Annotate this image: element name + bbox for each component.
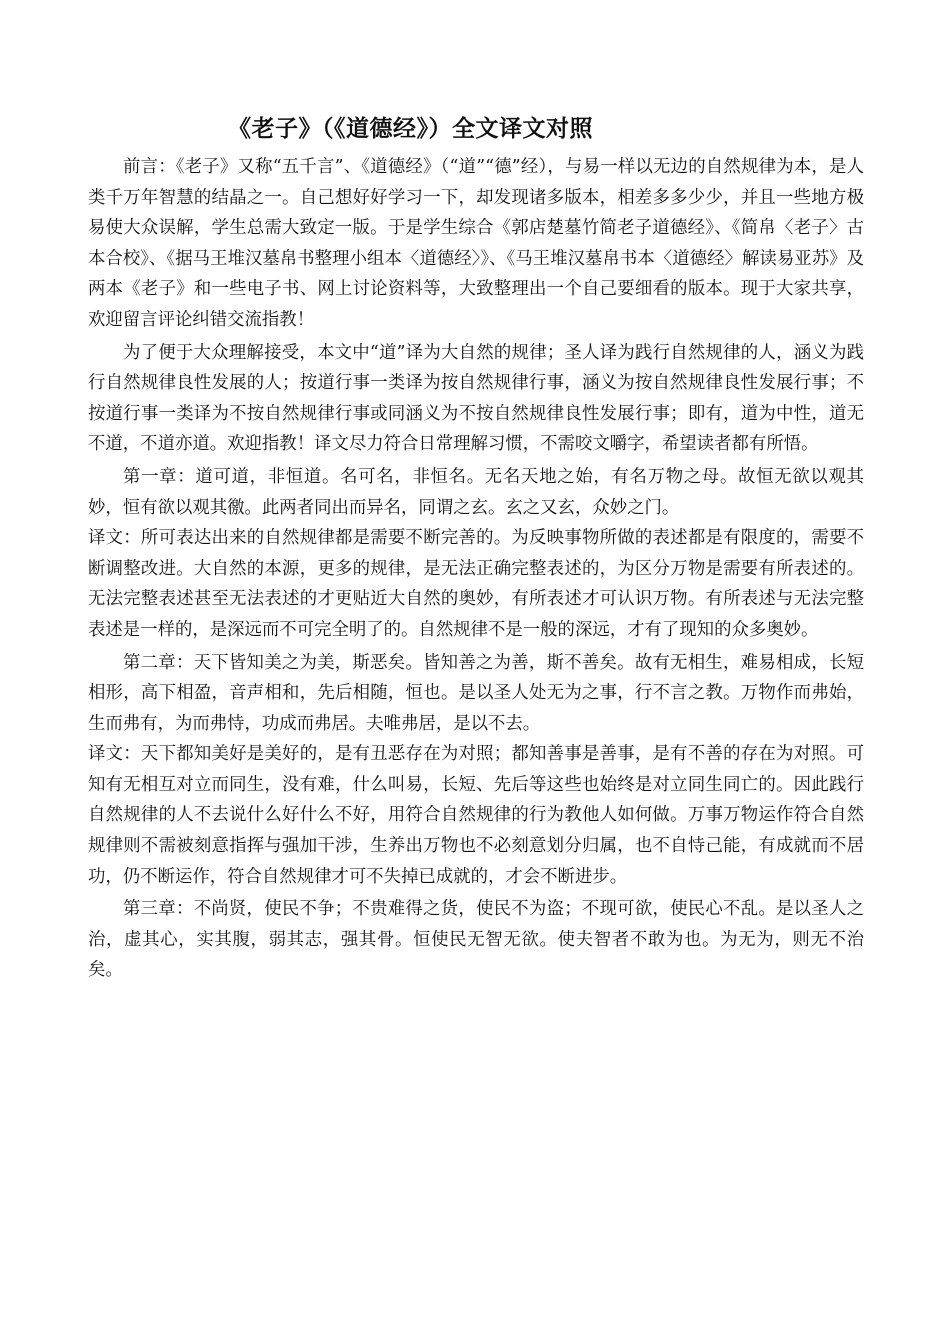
chapter-2-original: 第二章：天下皆知美之为美，斯恶矣。皆知善之为善，斯不善矣。故有无相生，难易相成，长短相形，高下相盈，音声相和，先后相随，恒也。是以圣人处无为之事，行不言之教。万物作而弗始，生而弗有，为而弗恃，功成而弗居。夫唯弗居，是以不去。 xyxy=(88,652,864,734)
translation-note-paragraph: 为了便于大众理解接受，本文中“道”译为大自然的规律；圣人译为践行自然规律的人，涵义为践行自然规律良性发展的人；按道行事一类译为按自然规律行事，涵义为按自然规律良性发展行事；不按道行事一类译为不按自然规律行事或同涵义为不按自然规律良性发展行事；即有，道为中性，道无不道，不道亦道。欢迎指教！译文尽力符合日常理解习惯，不需咬文嚼字，希望读者都有所悟。 xyxy=(88,342,864,455)
document-title: 《老子》（《道德经》）全文译文对照 xyxy=(228,115,593,142)
chapter-3-original: 第三章：不尚贤，使民不争；不贵难得之货，使民不为盗；不现可欲，使民心不乱。是以圣人之治，虚其心，实其腹，弱其志，强其骨。恒使民无智无欲。使夫智者不敢为也。为无为，则无不治矣。 xyxy=(88,899,864,981)
preface-paragraph: 前言：《老子》又称“五千言”、《道德经》（“道”“德”经），与易一样以无边的自然规律为本，是人类千万年智慧的结晶之一。自己想好好学习一下，却发现诸多版本，相差多多少少，并且一些地方极易使大众误解，学生总需大致定一版。于是学生综合《郭店楚墓竹简老子道德经》、《简帛〈老子〉古本合校》、《据马王堆汉墓帛书整理小组本〈道德经〉》、《马王堆汉墓帛书本〈道德经〉解读易亚苏》及两本《老子》和一些电子书、网上讨论资料等，大致整理出一个自己要细看的版本。现于大家共享，欢迎留言评论纠错交流指教！ xyxy=(88,157,864,330)
chapter-1-original: 第一章：道可道，非恒道。名可名，非恒名。无名天地之始，有名万物之母。故恒无欲以观其妙，恒有欲以观其徼。此两者同出而异名，同谓之玄。玄之又玄，众妙之门。 xyxy=(88,466,864,518)
chapter-1-translation: 译文：所可表达出来的自然规律都是需要不断完善的。为反映事物所做的表述都是有限度的，需要不断调整改进。大自然的本源，更多的规律，是无法正确完整表述的，为区分万物是需要有所表述的。无法完整表述甚至无法表述的才更贴近大自然的奥妙，有所表述才可认识万物。有所表述与无法完整表述是一样的，是深远而不可完全明了的。自然规律不是一般的深远，才有了现知的众多奥妙。 xyxy=(88,528,864,640)
document-page xyxy=(88,112,864,986)
chapter-2-translation: 译文：天下都知美好是美好的，是有丑恶存在为对照；都知善事是善事，是有不善的存在为对照。可知有无相互对立而同生，没有难，什么叫易，长短、先后等这些也始终是对立同生同亡的。因此践行自然规律的人不去说什么好什么不好，用符合自然规律的行为教他人如何做。万事万物运作符合自然规律则不需被刻意指挥与强加干涉，生养出万物也不必刻意划分归属，也不自恃己能，有成就而不居功，仍不断运作，符合自然规律才可不失掉已成就的，才会不断进步。 xyxy=(88,744,864,887)
